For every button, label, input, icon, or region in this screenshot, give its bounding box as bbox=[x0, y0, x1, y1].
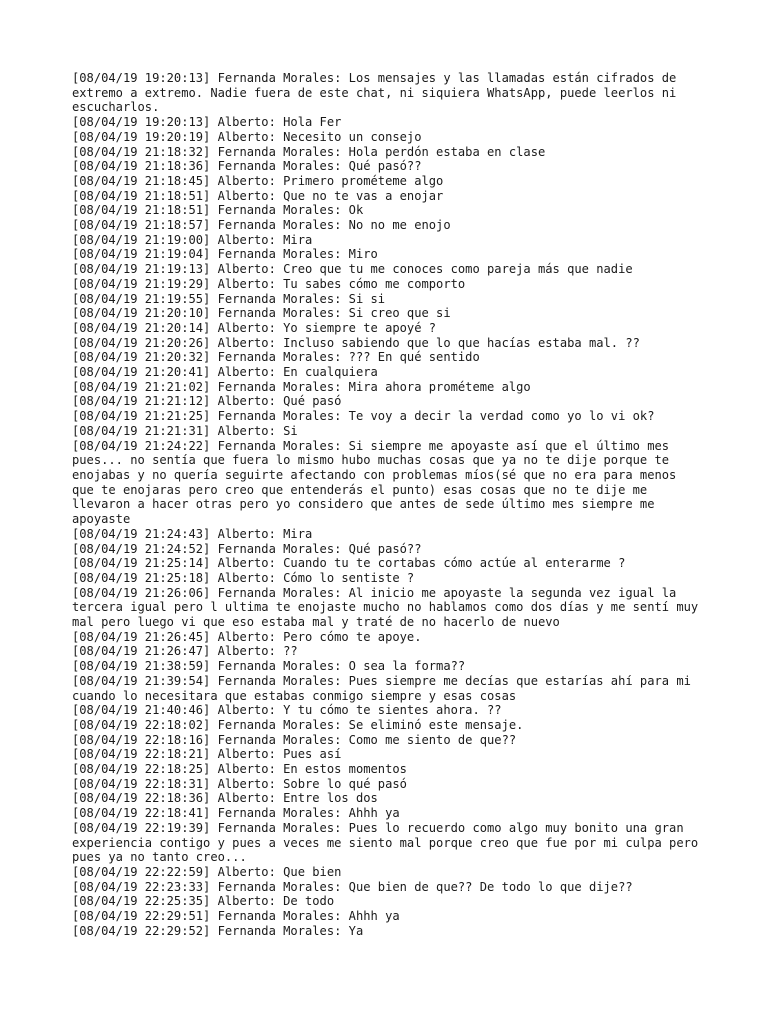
chat-line: [08/04/19 21:19:29] Alberto: Tu sabes cómo me comporto bbox=[72, 276, 466, 291]
chat-line: [08/04/19 21:21:31] Alberto: Si bbox=[72, 423, 298, 438]
chat-line: [08/04/19 21:21:12] Alberto: Qué pasó bbox=[72, 394, 342, 409]
chat-line: [08/04/19 22:22:59] Alberto: Que bien bbox=[72, 864, 342, 879]
chat-line: [08/04/19 21:19:00] Alberto: Mira bbox=[72, 232, 313, 247]
chat-line: [08/04/19 22:18:21] Alberto: Pues así bbox=[72, 747, 342, 762]
chat-line: [08/04/19 21:20:32] Fernanda Morales: ??? En qué sentido bbox=[72, 350, 480, 365]
chat-line: [08/04/19 22:25:35] Alberto: De todo bbox=[72, 894, 335, 909]
chat-line: [08/04/19 21:18:45] Alberto: Primero prométeme algo bbox=[72, 173, 444, 188]
chat-line: [08/04/19 21:20:14] Alberto: Yo siempre te apoyé ? bbox=[72, 320, 437, 335]
chat-line: [08/04/19 21:19:13] Alberto: Creo que tu me conoces como pareja más que nadie bbox=[72, 262, 633, 277]
chat-line: [08/04/19 21:38:59] Fernanda Morales: O sea la forma?? bbox=[72, 659, 466, 674]
chat-line: [08/04/19 21:18:36] Fernanda Morales: Qué pasó?? bbox=[72, 159, 422, 174]
chat-line: [08/04/19 21:21:02] Fernanda Morales: Mira ahora prométeme algo bbox=[72, 379, 531, 394]
chat-line: [08/04/19 22:18:16] Fernanda Morales: Como me siento de que?? bbox=[72, 732, 517, 747]
chat-transcript-page bbox=[72, 71, 706, 938]
chat-line: [08/04/19 22:29:51] Fernanda Morales: Ahhh ya bbox=[72, 909, 400, 924]
chat-line: [08/04/19 21:18:32] Fernanda Morales: Hola perdón estaba en clase bbox=[72, 144, 546, 159]
chat-line: [08/04/19 22:18:41] Fernanda Morales: Ahhh ya bbox=[72, 806, 400, 821]
chat-line: [08/04/19 21:20:41] Alberto: En cualquiera bbox=[72, 365, 378, 380]
chat-line: [08/04/19 21:25:18] Alberto: Cómo lo sentiste ? bbox=[72, 570, 415, 585]
chat-line: [08/04/19 21:20:10] Fernanda Morales: Si creo que si bbox=[72, 306, 451, 321]
chat-line: [08/04/19 19:20:19] Alberto: Necesito un consejo bbox=[72, 129, 422, 144]
chat-line: [08/04/19 22:18:02] Fernanda Morales: Se eliminó este mensaje. bbox=[72, 717, 524, 732]
chat-line: [08/04/19 22:29:52] Fernanda Morales: Ya bbox=[72, 923, 364, 938]
chat-line: [08/04/19 21:20:26] Alberto: Incluso sabiendo que lo que hacías estaba mal. ?? bbox=[72, 335, 640, 350]
chat-line: [08/04/19 19:20:13] Fernanda Morales: Los mensajes y las llamadas están cifrados de extremo a extremo. Nadie fuera de este chat, ni siquiera WhatsApp, puede leerlos ni escucharlos. bbox=[72, 71, 684, 115]
chat-line: [08/04/19 21:40:46] Alberto: Y tu cómo te sientes ahora. ?? bbox=[72, 703, 502, 718]
chat-line: [08/04/19 21:24:43] Alberto: Mira bbox=[72, 526, 313, 541]
chat-line: [08/04/19 21:25:14] Alberto: Cuando tu te cortabas cómo actúe al enterarme ? bbox=[72, 556, 626, 571]
chat-line: [08/04/19 21:26:47] Alberto: ?? bbox=[72, 644, 298, 659]
chat-line: [08/04/19 22:19:39] Fernanda Morales: Pues lo recuerdo como algo muy bonito una gran experiencia contigo y pues a veces me siento mal porque creo que fue por mi culpa pero pues ya no tanto creo... bbox=[72, 820, 706, 865]
chat-line: [08/04/19 21:24:22] Fernanda Morales: Si siempre me apoyaste así que el último mes pues... no sentía que fuera lo mismo hubo muchas cosas que ya no te dije porque te enojabas y no quería seguirte afectando con problemas míos(sé que no era para menos que te enojaras pero creo que entenderás el punto) esas cosas que no te dije me llevaron a hacer otras pero yo considero que antes de sede último mes siempre me apoyaste bbox=[72, 438, 684, 527]
chat-line: [08/04/19 21:24:52] Fernanda Morales: Qué pasó?? bbox=[72, 541, 422, 556]
chat-line: [08/04/19 21:19:55] Fernanda Morales: Si si bbox=[72, 291, 386, 306]
chat-line: [08/04/19 22:18:31] Alberto: Sobre lo qué pasó bbox=[72, 776, 407, 791]
chat-line: [08/04/19 22:23:33] Fernanda Morales: Que bien de que?? De todo lo que dije?? bbox=[72, 879, 633, 894]
chat-line: [08/04/19 19:20:13] Alberto: Hola Fer bbox=[72, 115, 342, 130]
chat-line: [08/04/19 21:18:51] Alberto: Que no te vas a enojar bbox=[72, 188, 444, 203]
chat-line: [08/04/19 22:18:25] Alberto: En estos momentos bbox=[72, 762, 407, 777]
chat-line: [08/04/19 21:18:57] Fernanda Morales: No no me enojo bbox=[72, 218, 451, 233]
chat-line: [08/04/19 21:21:25] Fernanda Morales: Te voy a decir la verdad como yo lo vi ok? bbox=[72, 409, 655, 424]
chat-line: [08/04/19 21:19:04] Fernanda Morales: Miro bbox=[72, 247, 378, 262]
chat-line: [08/04/19 21:18:51] Fernanda Morales: Ok bbox=[72, 203, 364, 218]
chat-line: [08/04/19 21:39:54] Fernanda Morales: Pues siempre me decías que estarías ahí para mi cuando lo necesitara que estabas conmigo siempre y esas cosas bbox=[72, 673, 699, 703]
chat-line: [08/04/19 22:18:36] Alberto: Entre los dos bbox=[72, 791, 378, 806]
chat-line: [08/04/19 21:26:45] Alberto: Pero cómo te apoye. bbox=[72, 629, 422, 644]
chat-line: [08/04/19 21:26:06] Fernanda Morales: Al inicio me apoyaste la segunda vez igual la tercera igual pero l ultima te enojaste mucho no hablamos como dos días y me sentí muy mal pero luego vi que eso estaba mal y traté de no hacerlo de nuevo bbox=[72, 585, 706, 630]
